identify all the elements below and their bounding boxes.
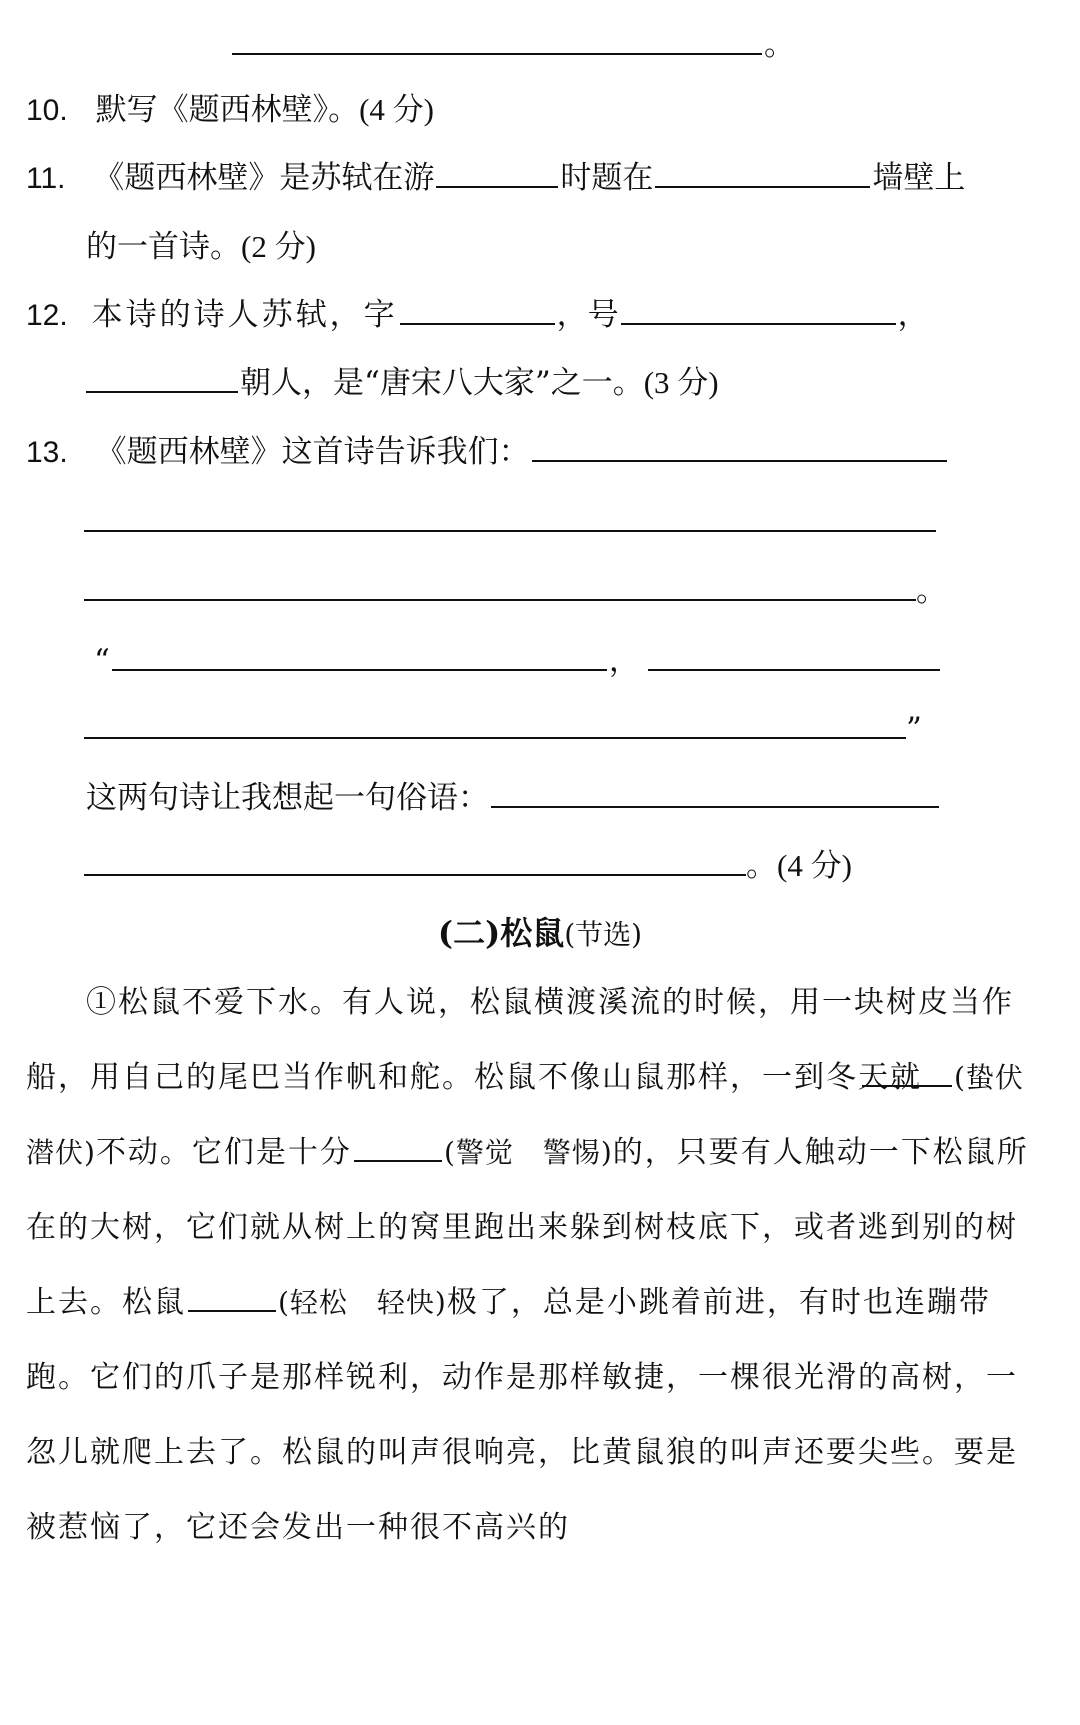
- score-label: (3 分): [643, 365, 719, 400]
- answer-line: [84, 566, 947, 616]
- question-10: [26, 85, 434, 135]
- question-text: 本诗的诗人苏轼，字: [91, 297, 398, 333]
- answer-blank[interactable]: [655, 154, 870, 188]
- passage-text: ①松鼠不爱下水。有人说，松鼠横渡溪流的时候，用一块树皮当作船，用自己的尾巴当作帆和舵。松鼠不像山鼠那样，一到冬天就: [26, 985, 1014, 1095]
- passage-text: 极了，总是小跳着前进，有时也连蹦带跑。它们的爪子是那样锐利，动作是那样敏捷，一棵很光滑的高树，一忽儿就爬上去了。松鼠的叫声很响亮，比黄鼠狼的叫声还要尖些。要是被惹恼了，它还会发出一种很不高兴的: [26, 1285, 1018, 1545]
- question-text: ，号: [556, 297, 619, 333]
- question-12: [26, 290, 929, 340]
- question-text: 的一首诗。: [86, 229, 241, 265]
- answer-blank[interactable]: [112, 637, 607, 671]
- answer-blank[interactable]: [532, 428, 947, 462]
- word-choice: (蛰伏 潜伏): [26, 1061, 1053, 1169]
- passage-paragraph: [26, 965, 1053, 1565]
- question-text: 默写《题西林壁》。: [95, 92, 360, 128]
- open-quote: “: [94, 643, 110, 679]
- question-text: 时题在: [560, 160, 654, 196]
- question-number: 12.: [26, 299, 68, 332]
- question-number: 13.: [26, 436, 68, 469]
- answer-blank[interactable]: [232, 21, 762, 55]
- answer-blank[interactable]: [648, 637, 940, 671]
- question-text: ，: [897, 297, 929, 333]
- end-mark: 。: [764, 27, 795, 63]
- answer-blank[interactable]: [84, 842, 746, 876]
- answer-blank[interactable]: [621, 291, 896, 325]
- question-number: 11.: [26, 162, 66, 195]
- question-12-continued: [84, 358, 719, 408]
- question-text: 《题西林壁》是苏轼在游: [93, 160, 435, 196]
- end-mark: 。: [746, 848, 777, 884]
- section-title: [0, 908, 1080, 958]
- answer-line: [84, 497, 936, 547]
- proverb-line-continued: [84, 841, 852, 891]
- passage-text: 不动。它们是十分: [95, 1135, 352, 1170]
- question-text: 墙壁上: [872, 160, 966, 196]
- question-text: 这两句诗让我想起一句俗语：: [86, 780, 489, 816]
- word-choice: (警觉 警惕): [443, 1136, 613, 1169]
- quote-line: [94, 636, 942, 686]
- passage-text: 的，只要有人触动一下松鼠所在的大树，它们就从树上的窝里跑出来躲到树枝底下，或者逃到别的树上去。松鼠: [26, 1135, 1029, 1320]
- answer-blank[interactable]: [400, 291, 555, 325]
- question-number: 10.: [26, 94, 68, 127]
- question-text: 朝人，是“唐宋八大家”之一。: [240, 365, 644, 401]
- close-quote: ”: [906, 711, 922, 747]
- answer-blank[interactable]: [84, 567, 916, 601]
- answer-blank[interactable]: [491, 774, 939, 808]
- section-title-text: (二)松鼠: [437, 914, 565, 952]
- continuation-answer-line: [230, 20, 795, 70]
- answer-blank[interactable]: [862, 1057, 952, 1087]
- comma: ，: [608, 643, 640, 679]
- answer-blank[interactable]: [188, 1282, 276, 1312]
- end-mark: 。: [916, 573, 947, 609]
- answer-blank[interactable]: [86, 359, 238, 393]
- proverb-line: [86, 773, 941, 823]
- answer-blank[interactable]: [84, 498, 936, 532]
- answer-blank[interactable]: [354, 1132, 442, 1162]
- question-11-continued: [86, 222, 316, 272]
- quote-line-continued: [84, 704, 922, 754]
- answer-blank[interactable]: [84, 705, 906, 739]
- score-label: (2 分): [241, 229, 316, 264]
- word-choice: (轻松 轻快): [278, 1286, 447, 1319]
- answer-blank[interactable]: [436, 154, 558, 188]
- section-subtitle: (节选): [564, 918, 643, 951]
- question-text: 《题西林壁》这首诗告诉我们：: [95, 434, 530, 470]
- question-11: [26, 153, 965, 203]
- score-label: (4 分): [359, 92, 434, 127]
- score-label: (4 分): [777, 848, 852, 883]
- question-13: [26, 427, 949, 477]
